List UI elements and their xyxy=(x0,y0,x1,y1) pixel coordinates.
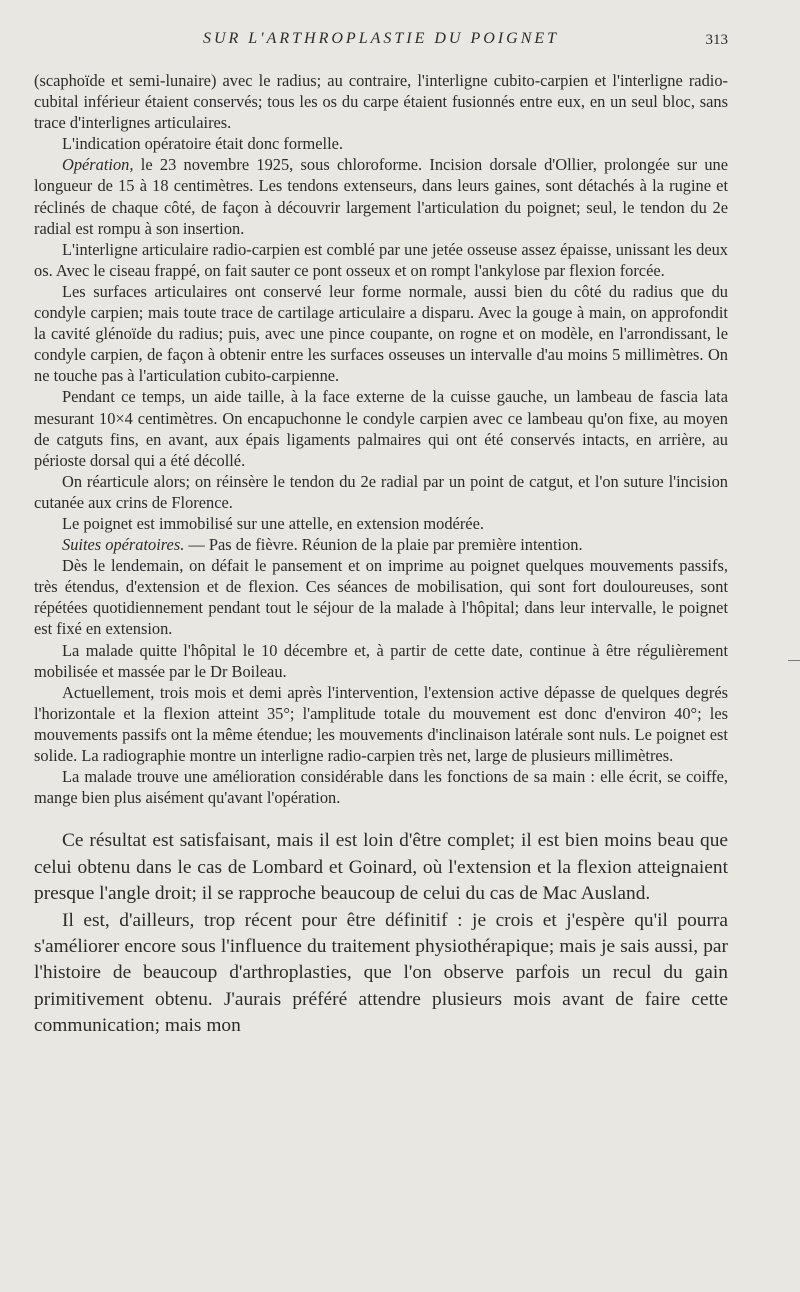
paragraph-text: On réarticule alors; on réinsère le tendon du 2e radial par un point de catgut, et l'on suture l'incision cutanée aux crins de Florence. xyxy=(34,471,728,512)
page-number: 313 xyxy=(705,32,728,48)
paragraph-text: L'interligne articulaire radio-carpien est comblé par une jetée osseuse assez épaisse, unissant les deux os. Avec le ciseau frappé, on fait sauter ce pont osseux et on rompt l'ankylose par flexion forcée. xyxy=(34,239,728,280)
page-header xyxy=(34,30,728,54)
commentary-block xyxy=(34,828,728,1039)
paragraph-lead: Suites opératoires. xyxy=(62,535,185,555)
paragraph xyxy=(34,640,728,682)
paragraph-text: Le poignet est immobilisé sur une attelle, en extension modérée. xyxy=(62,513,484,533)
paragraph-text: (scaphoïde et semi-lunaire) avec le radius; au contraire, l'interligne cubito-carpien et l'interligne radio-cubital inférieur étaient conservés; tous les os du carpe étaient fusionnés entre eux, en un seul bloc, sans trace d'interlignes articulaires. xyxy=(34,71,728,133)
paragraph-text: Actuellement, trois mois et demi après l'intervention, l'extension active dépasse de quelques degrés l'horizontale et la flexion atteint 35°; l'amplitude totale du mouvement est donc d'environ 40°; les mouvements passifs ont la même étendue; les mouvements d'inclinaison latérale sont nuls. Le poignet est solide. La radiographie montre un interligne radio-carpien très net, large de plusieurs millimètres. xyxy=(34,682,728,765)
paragraph-text: Les surfaces articulaires ont conservé leur forme normale, aussi bien du côté du radius que du condyle carpien; mais toute trace de cartilage articulaire a disparu. Avec la gouge à main, on approfondit la cavité glénoïde du radius; puis, avec une pince coupante, on rogne et on modèle, en l'arrondissant, le condyle carpien, de façon à obtenir entre les surfaces osseuses un intervalle d'au moins 5 millimètres. On ne touche pas à l'articulation cubito-carpienne. xyxy=(34,281,728,386)
paragraph-text: La malade quitte l'hôpital le 10 décembre et, à partir de cette date, continue à être régulièrement mobilisée et massée par le Dr Boileau. xyxy=(34,640,728,681)
body-text xyxy=(34,70,728,1040)
paragraph-text: Dès le lendemain, on défait le pansement et on imprime au poignet quelques mouvements passifs, très étendus, d'extension et de flexion. Ces séances de mobilisation, qui sont fort douloureuses, sont répétées quotidiennement pendant tout le séjour de la malade à l'hôpital; dans leur intervalle, le poignet est fixé en extension. xyxy=(34,556,728,639)
paragraph xyxy=(34,154,728,238)
paragraph xyxy=(34,555,728,639)
paragraph xyxy=(34,513,728,534)
paragraph-text: L'indication opératoire était donc formelle. xyxy=(62,134,344,154)
paragraph xyxy=(34,239,728,281)
paragraph xyxy=(34,70,728,133)
paragraph xyxy=(34,682,728,766)
case-report-block xyxy=(34,70,728,808)
paragraph-text: La malade trouve une amélioration considérable dans les fonctions de sa main : elle écrit, se coiffe, mange bien plus aisément qu'avant l'opération. xyxy=(34,767,728,808)
margin-mark xyxy=(788,660,800,661)
paragraph: Ce résultat est satisfaisant, mais il est loin d'être complet; il est bien moins beau que celui obtenu dans le cas de Lombard et Goinard, où l'extension et la flexion atteignaient presque l'angle droit; il se rapproche beaucoup de celui du cas de Mac Ausland. xyxy=(34,830,728,905)
running-title: SUR L'ARTHROPLASTIE DU POIGNET xyxy=(202,30,560,47)
paragraph: Il est, d'ailleurs, trop récent pour être définitif : je crois et j'espère qu'il pourra s'améliorer encore sous l'influence du traitement physiothérapique; mais je sais aussi, par l'histoire de beaucoup d'arthroplasties, que l'on observe parfois un recul du gain primitivement obtenu. J'aurais préféré attendre plusieurs mois avant de faire cette communication; mais mon xyxy=(34,909,728,1037)
paragraph-text: le 23 novembre 1925, sous chloroforme. Incision dorsale d'Ollier, prolongée sur une longueur de 15 à 18 centimètres. Les tendons extenseurs, dans leurs gaines, sont détachés à la rugine et réclinés de chaque côté, de façon à découvrir largement l'articulation du poignet; seul, le tendon du 2e radial est rompu à son insertion. xyxy=(34,155,728,238)
paragraph-lead: Opération, xyxy=(62,155,134,175)
paragraph xyxy=(34,766,728,808)
paragraph-text: — Pas de fièvre. Réunion de la plaie par première intention. xyxy=(184,535,583,555)
paragraph xyxy=(34,534,728,555)
paragraph xyxy=(34,133,728,154)
paragraph xyxy=(34,281,728,386)
paragraph-text: Pendant ce temps, un aide taille, à la face externe de la cuisse gauche, un lambeau de fascia lata mesurant 10×4 centimètres. On encapuchonne le condyle carpien avec ce lambeau qu'on fixe, au moyen de catguts fins, en avant, aux épais ligaments palmaires qui ont été conservés intacts, en arrière, au périoste dorsal qui a été décollé. xyxy=(34,387,728,470)
paragraph xyxy=(34,471,728,513)
paragraph xyxy=(34,386,728,470)
